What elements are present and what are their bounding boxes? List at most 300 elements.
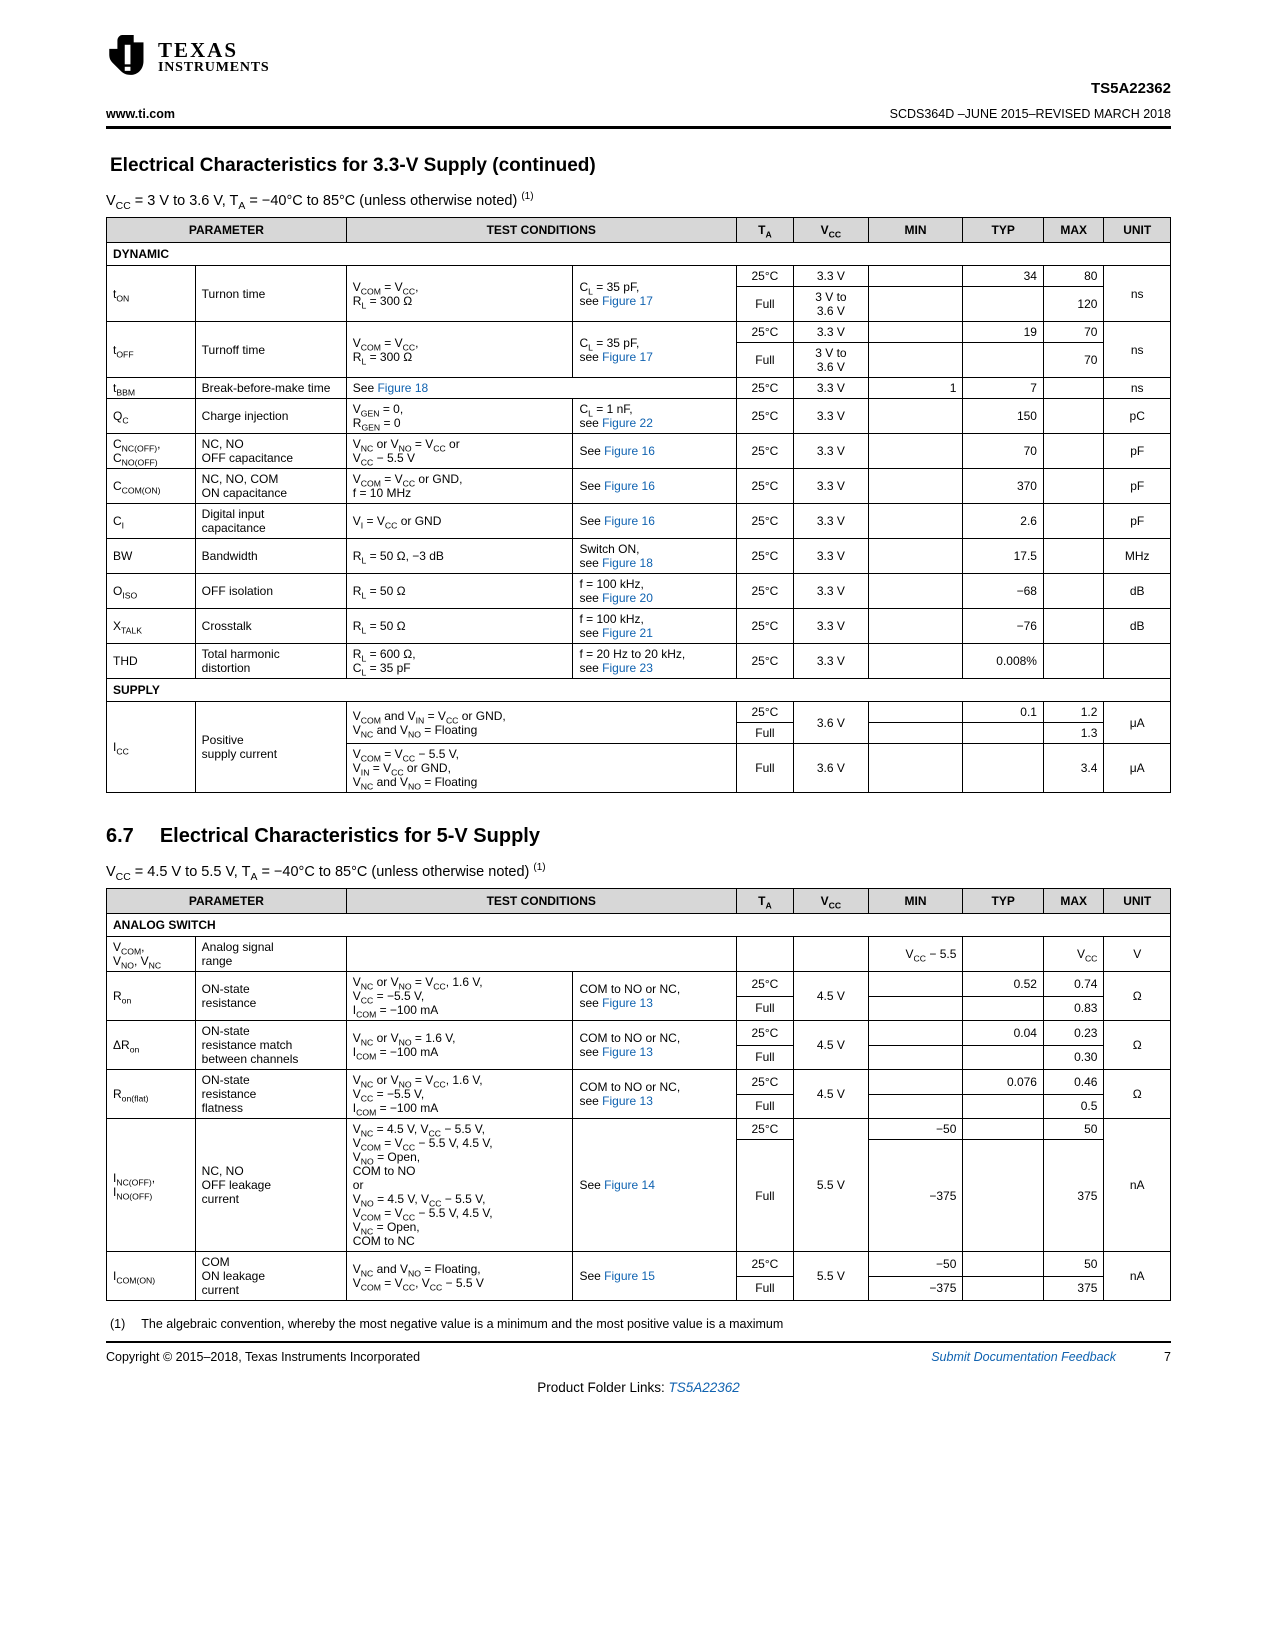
cell-max: 375 xyxy=(1043,1276,1103,1301)
header-logo xyxy=(106,34,1171,80)
product-folder-link[interactable]: TS5A22362 xyxy=(668,1380,740,1395)
cell-max xyxy=(1043,644,1103,679)
condition-line-33v: $V_{CC} = 3$ V to 3.6 V, $T_A = -40^\circ C$ to 85°C (unless otherwise noted) $^{(1)}$ xyxy=(106,191,534,212)
cell-cond: $V_{NC} = 4.5$ V, $V_{CC} - 5.5$ V, $V_{COM} = V_{CC} - 5.5$ V, 4.5 V, $V_{NO}$ = Open, COM to NO or $V_{NO} = 4.5$ V, $V_{CC} - 5.5$ V, $V_{COM} = V_{CC} - 5.5$ V, 4.5 V, $V_{NC}$ = Open, COM to NC xyxy=(346,1119,573,1252)
row-ronflat xyxy=(107,1070,1171,1095)
cell-sym: $X_{TALK}$ xyxy=(107,609,196,644)
figure-16-link[interactable]: Figure 16 xyxy=(604,514,655,528)
cell-min xyxy=(868,609,963,644)
cell-typ: 0.52 xyxy=(963,972,1044,997)
cell-min: −50 xyxy=(868,1119,963,1140)
cell-cond: $R_L = 600$ Ω, $C_L = 35$ pF xyxy=(346,644,573,679)
cell-sym: $I_{COM(ON)}$ xyxy=(107,1252,196,1301)
cell-name: Charge injection xyxy=(195,399,346,434)
cell-vcc: 3.3 V xyxy=(794,399,869,434)
cell-ta: 25°C xyxy=(736,469,793,504)
footnote-text: The algebraic convention, whereby the most negative value is a minimum and the most positive value is a maximum xyxy=(141,1317,784,1331)
cell-ta: 25°C xyxy=(736,434,793,469)
section-row-supply xyxy=(107,679,1171,702)
cell-cond: f = 20 Hz to 20 kHz, see Figure 23 xyxy=(573,644,736,679)
cell-ta: 25°C xyxy=(736,1070,793,1095)
cell-max: 375 xyxy=(1043,1140,1103,1252)
cell-min xyxy=(868,574,963,609)
cell-vcc: 5.5 V xyxy=(794,1252,869,1301)
cell-ta: 25°C xyxy=(736,1252,793,1277)
col-header-conditions: TEST CONDITIONS xyxy=(346,889,736,914)
cell-ta: 25°C xyxy=(736,1119,793,1140)
cell-min xyxy=(868,744,963,793)
section-title-33v: Electrical Characteristics for 3.3-V Supply (continued) xyxy=(110,155,596,176)
cell-max xyxy=(1043,539,1103,574)
cell-unit: ns xyxy=(1104,322,1171,378)
figure-21-link[interactable]: Figure 21 xyxy=(602,626,653,640)
cell-sym: $R_{on}$ xyxy=(107,972,196,1021)
cell-typ: 0.1 xyxy=(963,702,1044,723)
cell-min: 1 xyxy=(868,378,963,399)
cell-min xyxy=(868,287,963,322)
cell-cond: COM to NO or NC, see Figure 13 xyxy=(573,1070,736,1119)
cell-unit: μA xyxy=(1104,744,1171,793)
cell-min xyxy=(868,539,963,574)
cell-vcc: 3.3 V xyxy=(794,539,869,574)
row-toff xyxy=(107,322,1171,343)
cell-min xyxy=(868,996,963,1021)
cell-cond: COM to NO or NC, see Figure 13 xyxy=(573,972,736,1021)
cell-unit: MHz xyxy=(1104,539,1171,574)
cell-sym: $C_{NC(OFF)}$, $C_{NO(OFF)}$ xyxy=(107,434,196,469)
col-header-min: MIN xyxy=(868,889,963,914)
cell-vcc: 3.3 V xyxy=(794,644,869,679)
row-cnc-off xyxy=(107,434,1171,469)
section-label: ANALOG SWITCH xyxy=(107,914,1171,937)
cell-cond: $V_{NC}$ or $V_{NO} = V_{CC}$ or $V_{CC} - 5.5$ V xyxy=(346,434,573,469)
cell-vcc: 3.6 V xyxy=(794,702,869,744)
col-header-conditions: TEST CONDITIONS xyxy=(346,218,736,243)
figure-13-link[interactable]: Figure 13 xyxy=(602,996,653,1010)
cell-vcc: 4.5 V xyxy=(794,1070,869,1119)
figure-18-link[interactable]: Figure 18 xyxy=(377,381,429,395)
cell-typ: 19 xyxy=(963,322,1044,343)
col-header-ta: $T_A$ xyxy=(736,889,793,914)
cell-cond: $V_{NC}$ or $V_{NO} = V_{CC}$, 1.6 V, $V_{CC} = -5.5$ V, $I_{COM} = -100$ mA xyxy=(346,1070,573,1119)
row-inc-off xyxy=(107,1119,1171,1140)
cell-max: 70 xyxy=(1043,322,1103,343)
doc-code: SCDS364D –JUNE 2015–REVISED MARCH 2018 xyxy=(889,107,1171,121)
cell-ta: 25°C xyxy=(736,399,793,434)
cell-vcc: 3.3 V xyxy=(794,266,869,287)
footnote-1 xyxy=(106,1317,1171,1331)
footnote-number: (1) xyxy=(110,1317,126,1331)
row-bw xyxy=(107,539,1171,574)
cell-max xyxy=(1043,609,1103,644)
cell-ta: 25°C xyxy=(736,574,793,609)
cell-vcc: 3.3 V xyxy=(794,322,869,343)
col-header-max: MAX xyxy=(1043,889,1103,914)
col-header-parameter: PARAMETER xyxy=(107,218,347,243)
section-row-dynamic xyxy=(107,243,1171,266)
cell-sym: $t_{OFF}$ xyxy=(107,322,196,378)
cell-cond: $V_{COM}$ and $V_{IN} = V_{CC}$ or GND, $V_{NC}$ and $V_{NO}$ = Floating xyxy=(346,702,736,744)
cell-cond: f = 100 kHz, see Figure 20 xyxy=(573,574,736,609)
cell-min: −375 xyxy=(868,1140,963,1252)
cell-ta: Full xyxy=(736,1045,793,1070)
col-header-typ: TYP xyxy=(963,218,1044,243)
cell-ta: Full xyxy=(736,1094,793,1119)
condition-line-5v: $V_{CC} = 4.5$ V to 5.5 V, $T_A = -40^\circ C$ to 85°C (unless otherwise noted) $^{(1)}$ xyxy=(106,862,546,883)
cell-vcc: 4.5 V xyxy=(794,1021,869,1070)
submit-feedback-link[interactable]: Submit Documentation Feedback xyxy=(931,1350,1117,1364)
col-header-vcc: $V_{CC}$ xyxy=(794,218,869,243)
cell-typ xyxy=(963,723,1044,744)
row-vrange xyxy=(107,937,1171,972)
figure-18-link[interactable]: Figure 18 xyxy=(602,556,653,570)
product-folder-line xyxy=(106,1380,1171,1395)
cell-typ xyxy=(963,1140,1044,1252)
cell-ta: Full xyxy=(736,723,793,744)
cell-min xyxy=(868,504,963,539)
col-header-unit: UNIT xyxy=(1104,889,1171,914)
cell-name: NC, NO OFF capacitance xyxy=(195,434,346,469)
cell-cond: See Figure 16 xyxy=(573,434,736,469)
cell-cond: $R_L = 50$ Ω xyxy=(346,574,573,609)
cell-typ xyxy=(963,1252,1044,1277)
row-dron xyxy=(107,1021,1171,1046)
cell-min: $V_{CC} - 5.5$ xyxy=(868,937,963,972)
cell-typ xyxy=(963,1094,1044,1119)
cell-vcc xyxy=(794,937,869,972)
cell-cond: $V_{NC}$ or $V_{NO} = 1.6$ V, $I_{COM} = -100$ mA xyxy=(346,1021,573,1070)
cell-cond: See Figure 15 xyxy=(573,1252,736,1301)
cell-cond: $V_{COM} = V_{CC}$, $R_L = 300$ Ω xyxy=(346,266,573,322)
row-ron xyxy=(107,972,1171,997)
cell-max: 80 xyxy=(1043,266,1103,287)
cell-typ: 7 xyxy=(963,378,1044,399)
cell-typ: 150 xyxy=(963,399,1044,434)
cell-unit: Ω xyxy=(1104,1021,1171,1070)
cell-typ xyxy=(963,937,1044,972)
cell-min xyxy=(868,1045,963,1070)
cell-name: Total harmonic distortion xyxy=(195,644,346,679)
cell-sym: $\Delta R_{on}$ xyxy=(107,1021,196,1070)
table-5v-supply xyxy=(106,888,1171,1301)
cell-name: Turnon time xyxy=(195,266,346,322)
cell-vcc: 3.3 V xyxy=(794,609,869,644)
row-icc xyxy=(107,702,1171,723)
cell-unit: Ω xyxy=(1104,972,1171,1021)
cell-sym: $C_{COM(ON)}$ xyxy=(107,469,196,504)
cell-vcc: 5.5 V xyxy=(794,1119,869,1252)
cell-max: 0.46 xyxy=(1043,1070,1103,1095)
cell-name: Turnoff time xyxy=(195,322,346,378)
cell-name: Break-before-make time xyxy=(195,378,346,399)
cell-max: 70 xyxy=(1043,343,1103,378)
cell-typ xyxy=(963,1276,1044,1301)
cell-ta: 25°C xyxy=(736,266,793,287)
cell-unit: Ω xyxy=(1104,1070,1171,1119)
cell-cond: $C_L = 1$ nF, see Figure 22 xyxy=(573,399,736,434)
cell-max: 0.23 xyxy=(1043,1021,1103,1046)
section-label: DYNAMIC xyxy=(107,243,1171,266)
cell-unit: pF xyxy=(1104,434,1171,469)
section-title-5v xyxy=(106,825,1171,848)
figure-17-link[interactable]: Figure 17 xyxy=(602,293,653,308)
product-folder-label: Product Folder Links: xyxy=(537,1380,669,1395)
col-header-min: MIN xyxy=(868,218,963,243)
cell-unit: nA xyxy=(1104,1119,1171,1252)
cell-vcc: 3.3 V xyxy=(794,469,869,504)
cell-ta: Full xyxy=(736,287,793,322)
cell-unit: pF xyxy=(1104,504,1171,539)
cell-vcc: 3.3 V xyxy=(794,434,869,469)
cell-sym: THD xyxy=(107,644,196,679)
row-qc xyxy=(107,399,1171,434)
col-header-ta: $T_A$ xyxy=(736,218,793,243)
cell-min xyxy=(868,469,963,504)
cell-name: Positive supply current xyxy=(195,702,346,793)
cell-ta: Full xyxy=(736,1276,793,1301)
cell-unit: pC xyxy=(1104,399,1171,434)
cell-ta: 25°C xyxy=(736,644,793,679)
cell-name: ON-state resistance match between channels xyxy=(195,1021,346,1070)
row-ci xyxy=(107,504,1171,539)
cell-min xyxy=(868,266,963,287)
ti-wordmark-texas: TEXAS xyxy=(158,38,239,62)
cell-unit: nA xyxy=(1104,1252,1171,1301)
figure-17-link[interactable]: Figure 17 xyxy=(602,349,653,364)
page-footer xyxy=(106,1341,1171,1364)
cell-max: 3.4 xyxy=(1043,744,1103,793)
cell-typ xyxy=(963,287,1044,322)
cell-name: Analog signal range xyxy=(195,937,346,972)
cell-max: 0.83 xyxy=(1043,996,1103,1021)
col-header-unit: UNIT xyxy=(1104,218,1171,243)
section-row-analog-switch xyxy=(107,914,1171,937)
cell-name: NC, NO OFF leakage current xyxy=(195,1119,346,1252)
figure-22-link[interactable]: Figure 22 xyxy=(602,416,653,430)
cell-min xyxy=(868,702,963,723)
cell-max: 50 xyxy=(1043,1252,1103,1277)
cell-min xyxy=(868,322,963,343)
cell-max: 0.30 xyxy=(1043,1045,1103,1070)
figure-14-link[interactable]: Figure 14 xyxy=(604,1178,655,1192)
figure-16-link[interactable]: Figure 16 xyxy=(604,444,655,458)
cell-typ: 34 xyxy=(963,266,1044,287)
cell-typ xyxy=(963,996,1044,1021)
cell-sym: $O_{ISO}$ xyxy=(107,574,196,609)
cell-name: OFF isolation xyxy=(195,574,346,609)
cell-cond: Switch ON, see Figure 18 xyxy=(573,539,736,574)
cell-max: 0.5 xyxy=(1043,1094,1103,1119)
cell-typ: 370 xyxy=(963,469,1044,504)
figure-13-link[interactable]: Figure 13 xyxy=(602,1094,653,1108)
cell-typ: 0.008% xyxy=(963,644,1044,679)
cell-ta: Full xyxy=(736,1140,793,1252)
page-number: 7 xyxy=(1164,1350,1171,1364)
table-header-row xyxy=(107,218,1171,243)
cell-ta: 25°C xyxy=(736,539,793,574)
cell-cond: $C_L = 35$ pF, see Figure 17 xyxy=(573,322,736,378)
cell-sym: $C_I$ xyxy=(107,504,196,539)
cell-sym: $I_{NC(OFF)}$, $I_{NO(OFF)}$ xyxy=(107,1119,196,1252)
cell-cond xyxy=(346,937,736,972)
cell-cond: $V_{NC}$ or $V_{NO} = V_{CC}$, 1.6 V, $V_{CC} = -5.5$ V, $I_{COM} = -100$ mA xyxy=(346,972,573,1021)
cell-typ xyxy=(963,1045,1044,1070)
cell-max xyxy=(1043,378,1103,399)
cell-ta: Full xyxy=(736,744,793,793)
cell-name: NC, NO, COM ON capacitance xyxy=(195,469,346,504)
cell-ta: Full xyxy=(736,996,793,1021)
cell-min xyxy=(868,1070,963,1095)
cell-name: COM ON leakage current xyxy=(195,1252,346,1301)
cell-min xyxy=(868,972,963,997)
cell-sym: $t_{BBM}$ xyxy=(107,378,196,399)
cell-typ xyxy=(963,1119,1044,1140)
cell-unit: ns xyxy=(1104,378,1171,399)
cell-vcc: 3 V to 3.6 V xyxy=(794,343,869,378)
row-xtalk xyxy=(107,609,1171,644)
cell-cond: $V_I = V_{CC}$ or GND xyxy=(346,504,573,539)
col-header-parameter: PARAMETER xyxy=(107,889,347,914)
cell-unit xyxy=(1104,644,1171,679)
table-33v-supply xyxy=(106,217,1171,793)
col-header-max: MAX xyxy=(1043,218,1103,243)
cell-vcc: 3.3 V xyxy=(794,378,869,399)
cell-unit: dB xyxy=(1104,574,1171,609)
cell-cond: COM to NO or NC, see Figure 13 xyxy=(573,1021,736,1070)
cell-sym: BW xyxy=(107,539,196,574)
table-header-row xyxy=(107,889,1171,914)
cell-sym: $I_{CC}$ xyxy=(107,702,196,793)
cell-min xyxy=(868,1021,963,1046)
cell-name: Digital input capacitance xyxy=(195,504,346,539)
figure-16-link[interactable]: Figure 16 xyxy=(604,479,655,493)
header-rule-row xyxy=(106,107,1171,129)
row-tbbm xyxy=(107,378,1171,399)
cell-sym: $Q_C$ xyxy=(107,399,196,434)
row-ccom-on xyxy=(107,469,1171,504)
cell-cond: See Figure 14 xyxy=(573,1119,736,1252)
cell-typ xyxy=(963,744,1044,793)
row-icom-on xyxy=(107,1252,1171,1277)
cell-ta: 25°C xyxy=(736,1021,793,1046)
cell-ta: Full xyxy=(736,343,793,378)
cell-max xyxy=(1043,469,1103,504)
col-header-vcc: $V_{CC}$ xyxy=(794,889,869,914)
cell-ta: 25°C xyxy=(736,972,793,997)
ti-logo-icon xyxy=(106,34,150,80)
cell-typ: 0.04 xyxy=(963,1021,1044,1046)
cell-unit: pF xyxy=(1104,469,1171,504)
cell-min xyxy=(868,723,963,744)
cell-sym: $R_{on(flat)}$ xyxy=(107,1070,196,1119)
cell-max xyxy=(1043,434,1103,469)
cell-sym: $V_{COM}$, $V_{NO}$, $V_{NC}$ xyxy=(107,937,196,972)
cell-max xyxy=(1043,504,1103,539)
cell-min xyxy=(868,644,963,679)
cell-name: Bandwidth xyxy=(195,539,346,574)
row-oiso xyxy=(107,574,1171,609)
cell-max: 120 xyxy=(1043,287,1103,322)
cell-vcc: 3 V to 3.6 V xyxy=(794,287,869,322)
cell-typ: −68 xyxy=(963,574,1044,609)
cell-cond: f = 100 kHz, see Figure 21 xyxy=(573,609,736,644)
cell-typ: −76 xyxy=(963,609,1044,644)
cell-cond: $V_{COM} = V_{CC}$, $R_L = 300$ Ω xyxy=(346,322,573,378)
cell-cond: $V_{COM} = V_{CC} - 5.5$ V, $V_{IN} = V_{CC}$ or GND, $V_{NC}$ and $V_{NO}$ = Floating xyxy=(346,744,736,793)
copyright-text: Copyright © 2015–2018, Texas Instruments Incorporated xyxy=(106,1350,421,1364)
cell-max xyxy=(1043,399,1103,434)
ti-wordmark-instruments: INSTRUMENTS xyxy=(158,60,270,76)
cell-max xyxy=(1043,574,1103,609)
section-label: SUPPLY xyxy=(107,679,1171,702)
cell-min xyxy=(868,399,963,434)
cell-typ: 17.5 xyxy=(963,539,1044,574)
cell-vcc: 3.3 V xyxy=(794,574,869,609)
cell-ta: 25°C xyxy=(736,378,793,399)
cell-typ: 70 xyxy=(963,434,1044,469)
cell-name: ON-state resistance xyxy=(195,972,346,1021)
cell-typ xyxy=(963,343,1044,378)
figure-15-link[interactable]: Figure 15 xyxy=(604,1269,655,1283)
cell-min xyxy=(868,434,963,469)
cell-min xyxy=(868,343,963,378)
cell-ta: 25°C xyxy=(736,322,793,343)
cell-min: −375 xyxy=(868,1276,963,1301)
cell-typ: 0.076 xyxy=(963,1070,1044,1095)
cell-cond: See Figure 18 xyxy=(346,378,736,399)
cell-cond: $R_L = 50$ Ω xyxy=(346,609,573,644)
figure-13-link[interactable]: Figure 13 xyxy=(602,1045,653,1059)
cell-ta: 25°C xyxy=(736,504,793,539)
cell-sym: $t_{ON}$ xyxy=(107,266,196,322)
cell-cond: See Figure 16 xyxy=(573,469,736,504)
ti-website-link[interactable]: www.ti.com xyxy=(106,107,175,121)
cell-max: 1.2 xyxy=(1043,702,1103,723)
cell-vcc: 4.5 V xyxy=(794,972,869,1021)
cell-typ: 2.6 xyxy=(963,504,1044,539)
cell-max: $V_{CC}$ xyxy=(1043,937,1103,972)
figure-23-link[interactable]: Figure 23 xyxy=(602,661,653,675)
cell-cond: $V_{GEN} = 0$, $R_{GEN} = 0$ xyxy=(346,399,573,434)
cell-vcc: 3.3 V xyxy=(794,504,869,539)
cell-cond: See Figure 16 xyxy=(573,504,736,539)
cell-name: Crosstalk xyxy=(195,609,346,644)
row-thd xyxy=(107,644,1171,679)
cell-unit: μA xyxy=(1104,702,1171,744)
section-title-text: Electrical Characteristics for 5-V Supply xyxy=(159,825,540,847)
cell-unit: ns xyxy=(1104,266,1171,322)
cell-vcc: 3.6 V xyxy=(794,744,869,793)
cell-name: ON-state resistance flatness xyxy=(195,1070,346,1119)
row-ton xyxy=(107,266,1171,287)
cell-cond: $V_{COM} = V_{CC}$ or GND, f = 10 MHz xyxy=(346,469,573,504)
cell-unit: V xyxy=(1104,937,1171,972)
section-number: 6.7 xyxy=(106,825,134,847)
cell-unit: dB xyxy=(1104,609,1171,644)
part-number: TS5A22362 xyxy=(1090,80,1171,97)
cell-min: −50 xyxy=(868,1252,963,1277)
cell-max: 1.3 xyxy=(1043,723,1103,744)
cell-cond: $V_{NC}$ and $V_{NO}$ = Floating, $V_{COM} = V_{CC}$, $V_{CC} - 5.5$ V xyxy=(346,1252,573,1301)
cell-ta xyxy=(736,937,793,972)
cell-min xyxy=(868,1094,963,1119)
cell-cond: $C_L = 35$ pF, see Figure 17 xyxy=(573,266,736,322)
cell-max: 50 xyxy=(1043,1119,1103,1140)
figure-20-link[interactable]: Figure 20 xyxy=(602,591,653,605)
cell-cond: $R_L = 50$ Ω, −3 dB xyxy=(346,539,573,574)
cell-ta: 25°C xyxy=(736,609,793,644)
cell-ta: 25°C xyxy=(736,702,793,723)
